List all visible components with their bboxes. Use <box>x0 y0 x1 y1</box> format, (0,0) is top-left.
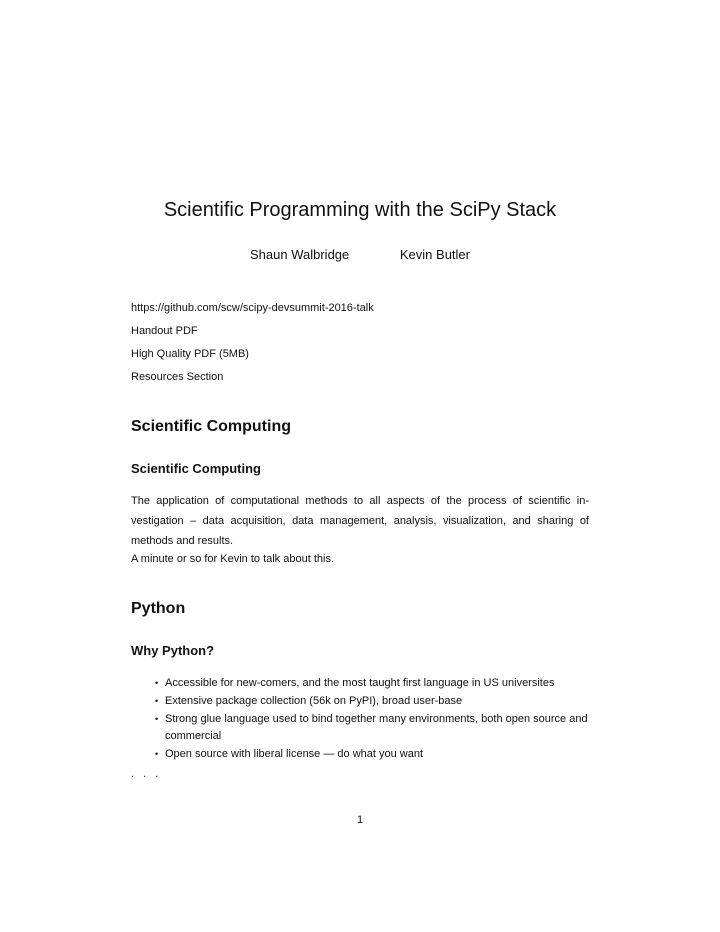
author-name: Kevin Butler <box>399 247 470 262</box>
continuation-ellipsis: . . . <box>131 768 162 780</box>
bullet-icon: • <box>155 714 159 724</box>
list-item: • Accessible for new-comers, and the most taught first language in US universites <box>155 675 595 692</box>
bullet-icon: • <box>155 749 159 759</box>
author-list <box>0 245 720 265</box>
section-heading-python: Python <box>131 600 186 617</box>
section-heading-scientific-computing: Scientific Computing <box>131 418 291 435</box>
why-python-list <box>155 675 595 764</box>
bullet-icon: • <box>155 696 159 706</box>
document-title: Scientific Programming with the SciPy Stack <box>163 199 557 221</box>
author-name: Shaun Walbridge <box>250 247 350 262</box>
link-list <box>131 297 601 389</box>
high-quality-pdf-link[interactable]: High Quality PDF (5MB) <box>131 348 249 360</box>
list-item: • Extensive package collection (56k on PyPI), broad user-base <box>155 693 595 710</box>
handout-pdf-link[interactable]: Handout PDF <box>131 325 198 337</box>
subsection-heading-scientific-computing: Scientific Computing <box>131 461 261 476</box>
scientific-computing-definition: The application of computational methods to all aspects of the process of scientific in-vestigation – data acquisition, data management, analysis, visualization, and sharing of methods and results. <box>131 495 589 547</box>
bullet-icon: • <box>155 678 159 688</box>
list-item: • Strong glue language used to bind together many environments, both open source and commercial <box>155 713 588 742</box>
resources-section-link[interactable]: Resources Section <box>131 371 224 383</box>
subsection-heading-why-python: Why Python? <box>131 643 215 658</box>
list-item: • Open source with liberal license — do what you want <box>155 746 595 763</box>
speaker-note: A minute or so for Kevin to talk about this. <box>131 553 334 565</box>
page-number: 1 <box>356 814 364 826</box>
github-link[interactable]: https://github.com/scw/scipy-devsummit-2016-talk <box>131 302 374 314</box>
